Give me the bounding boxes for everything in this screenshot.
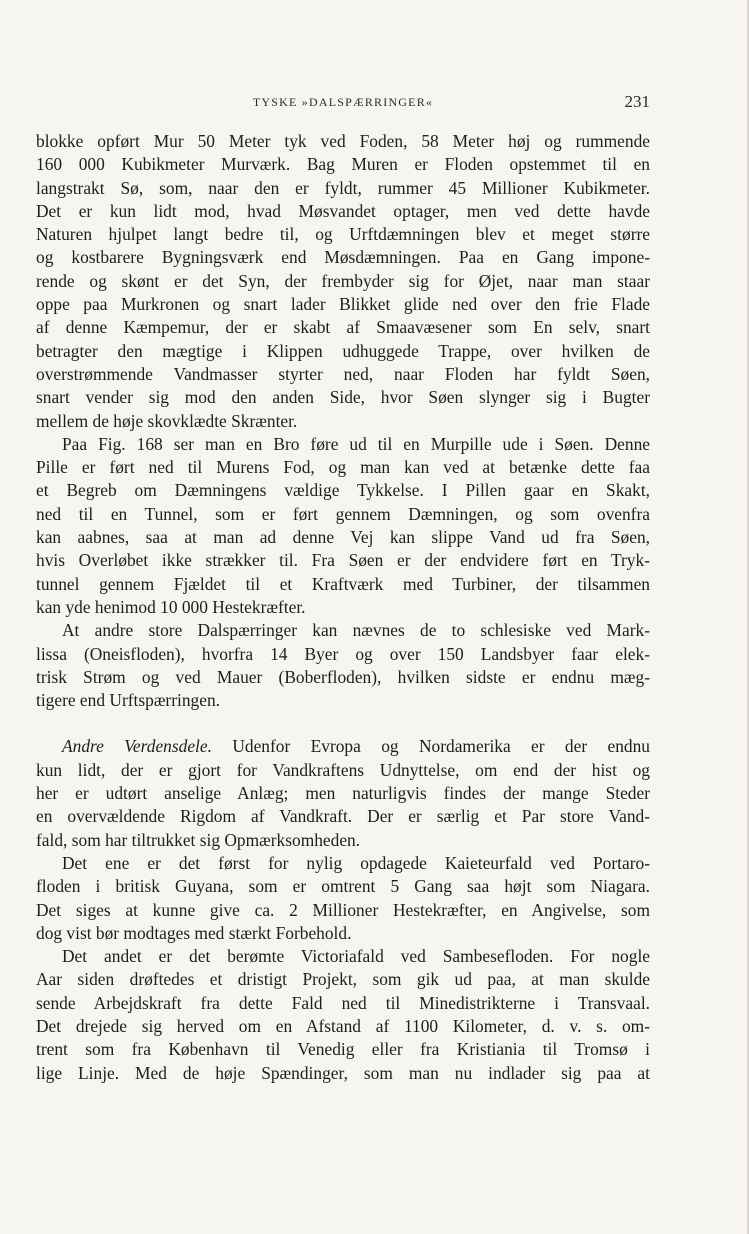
text-line: lissa (Oneisfloden), hvorfra 14 Byer og over 150 Landsbyer faar elek- [36,643,650,664]
page-header [36,92,650,114]
paragraph-2 [36,433,650,619]
text-line: Det er kun lidt mod, hvad Møsvandet optager, men ved dette havde [36,200,650,221]
text-line: hvis Overløbet ikke strækker til. Fra Søen er der endvidere ført en Tryk- [36,550,650,571]
text-line: blokke opført Mur 50 Meter tyk ved Foden, 58 Meter høj og rummende [36,131,650,151]
text-line: Aar siden drøftedes et dristigt Projekt, som gik ud paa, at man skulde [36,969,650,990]
text-line: kan aabnes, saa at man ad denne Vej kan slippe Vand ud fra Søen, [36,527,650,548]
text-line: dog vist bør modtages med stærkt Forbehold. [36,922,352,943]
paragraph-4 [36,735,650,851]
text-line: sende Arbejdskraft fra dette Fald ned til Minedistrikterne i Transvaal. [36,992,650,1013]
text-line: Pille er ført ned til Murens Fod, og man kan ved at betænke dette faa [36,457,650,478]
text-line: overstrømmende Vandmasser styrter ned, naar Floden har fyldt Søen, [36,363,650,384]
text-line: rende og skønt er det Syn, der frembyder sig for Øjet, naar man staar [36,270,650,291]
text-line [36,735,650,758]
text-line: trisk Strøm og ved Mauer (Boberfloden), hvilken sidste er endnu mæg- [36,666,650,687]
text-line: af denne Kæmpemur, der er skabt af Smaavæsener som En selv, snart [36,317,650,338]
paragraph-5 [36,852,650,945]
text-line: tigere end Urftspærringen. [36,690,220,711]
text-line: Paa Fig. 168 ser man en Bro føre ud til en Murpille ude i Søen. Denne [62,433,650,454]
text-line: Det siges at kunne give ca. 2 Millioner Hestekræfter, en Angivelse, som [36,899,650,920]
text-line: tunnel gennem Fjældet til et Kraftværk med Turbiner, der tilsammen [36,573,650,594]
text-line: mellem de høje skovklædte Skrænter. [36,410,298,431]
text-line: Det andet er det berømte Victoriafald ved Sambesefloden. For nogle [62,946,650,967]
text-line: floden i britisk Guyana, som er omtrent 5 Gang saa højt som Niagara. [36,876,650,897]
paragraph-1 [36,130,650,433]
text-line: Det ene er det først for nylig opdagede Kaieteurfald ved Portaro- [62,852,650,873]
text-line: kan yde henimod 10 000 Hestekræfter. [36,596,306,617]
section-heading: Andre Verdensdele. [62,736,212,757]
text-line: en overvældende Rigdom af Vandkraft. Der er særlig et Par store Vand- [36,806,650,827]
page-number: 231 [624,92,650,111]
text-line: oppe paa Murkronen og snart lader Blikket glide ned over den frie Flade [36,294,650,315]
body-text [36,130,650,1085]
text-line: betragter den mægtige i Klippen udhuggede Trappe, over hvilken de [36,340,650,361]
text-line: Det drejede sig herved om en Afstand af 1100 Kilometer, d. v. s. om- [36,1015,650,1036]
section-gap [36,712,650,735]
text-line: trent som fra København til Venedig eller fra Kristiania til Tromsø i [36,1039,650,1060]
text-line: ned til en Tunnel, som er ført gennem Dæmningen, og som ovenfra [36,503,650,524]
text-line: langstrakt Sø, som, naar den er fyldt, rummer 45 Millioner Kubikmeter. [36,177,650,198]
text-line: fald, som har tiltrukket sig Opmærksomheden. [36,829,361,850]
text-line: og kostbarere Bygningsværk end Møsdæmningen. Paa en Gang impone- [36,247,650,268]
paragraph-3 [36,619,650,712]
text-line: lige Linje. Med de høje Spændinger, som man nu indlader sig paa at [36,1062,650,1083]
text-line: et Begreb om Dæmningens vældige Tykkelse. I Pillen gaar en Skakt, [36,480,650,501]
text-line: snart vender sig mod den anden Side, hvor Søen slynger sig i Bugter [36,387,650,408]
text-line: 160 000 Kubikmeter Murværk. Bag Muren er Floden opstemmet til en [36,154,650,175]
paragraph-6 [36,945,650,1085]
text-line: At andre store Dalspærringer kan nævnes de to schlesiske ved Mark- [62,620,650,641]
heading-line-text: Udenfor Evropa og Nordamerika er der endnu [211,736,650,757]
text-line: Naturen hjulpet langt bedre til, og Urftdæmningen blev et meget større [36,224,650,245]
text-line: kun lidt, der er gjort for Vandkraftens Udnyttelse, om end der hist og [36,759,650,780]
text-line: her er udtørt anselige Anlæg; men naturligvis findes der mange Steder [36,783,650,804]
running-title: TYSKE »DALSPÆRRINGER« [252,95,434,109]
